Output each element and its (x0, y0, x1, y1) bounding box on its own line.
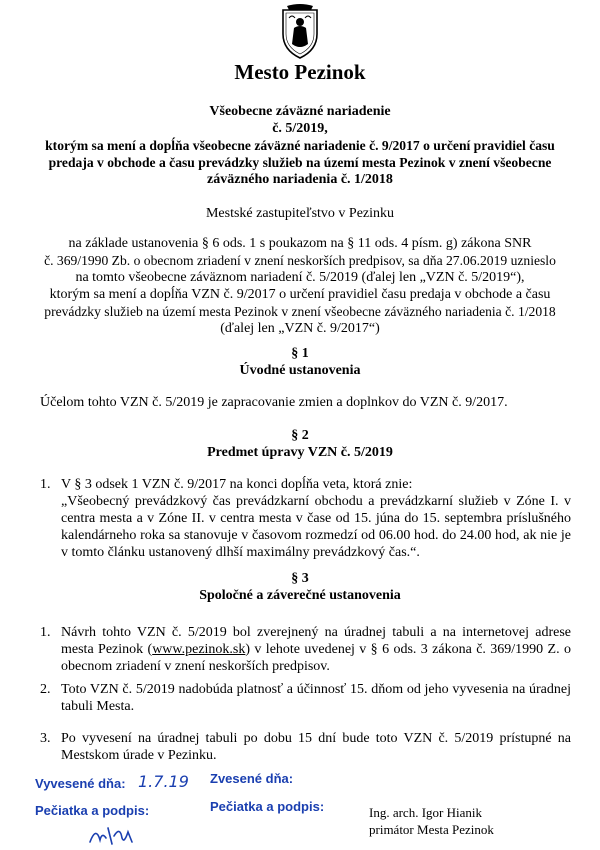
document-title-1: Všeobecne záväzné nariadenie (209, 104, 391, 119)
section-3-item-1-number: 1. (40, 625, 51, 640)
posted-date-label: Vyvesené dňa: (35, 776, 126, 791)
section-3-item-1 (61, 624, 571, 675)
section-2-item-1-lead: V § 3 odsek 1 VZN č. 9/2017 na konci dopĺňa veta, ktorá znie: (61, 477, 413, 492)
section-3-number: § 3 (291, 571, 309, 586)
town-name: Mesto Pezinok (234, 60, 366, 84)
section-1-number: § 1 (291, 346, 309, 361)
intro-line-6: (ďalej len „VZN č. 9/2017“) (220, 321, 380, 336)
section-2-number: § 2 (291, 428, 309, 443)
signatory-name: Ing. arch. Igor Hianik (369, 805, 482, 820)
section-3-item-3-number: 3. (40, 731, 51, 746)
stamp-signature-label-right: Pečiatka a podpis: (210, 799, 325, 814)
removed-date-label: Zvesené dňa: (210, 771, 294, 786)
section-3-title: Spoločné a záverečné ustanovenia (199, 588, 401, 603)
stamp-signature-label-left: Pečiatka a podpis: (35, 803, 150, 818)
intro-line-3: na tomto všeobecne záväznom nariadení č. 5/2019 (ďalej len „VZN č. 5/2019“), (75, 270, 525, 285)
website-link[interactable]: www.pezinok.sk (152, 642, 246, 657)
council-line: Mestské zastupiteľstvo v Pezinku (205, 206, 395, 221)
section-1-text: Účelom tohto VZN č. 5/2019 je zapracovanie zmien a doplnkov do VZN č. 9/2017. (40, 395, 508, 410)
section-2-item-1-number: 1. (40, 477, 51, 492)
section-1-title: Úvodné ustanovenia (239, 363, 361, 378)
intro-line-4: ktorým sa mení a dopĺňa VZN č. 9/2017 o určení pravidiel času predaja v obchode a času (49, 287, 551, 302)
document-title-5: záväzného nariadenia č. 1/2018 (207, 172, 393, 187)
coat-of-arms-icon (277, 4, 323, 60)
posted-date-value: 1.7.19 (138, 772, 189, 791)
intro-line-2: č. 369/1990 Zb. o obecnom zriadení v znení neskorších predpisov, sa dňa 27.06.2019 uznieslo (44, 253, 556, 268)
handwritten-initials-icon (88, 822, 136, 848)
document-number: č. 5/2019, (272, 121, 328, 136)
section-3-item-2: Toto VZN č. 5/2019 nadobúda platnosť a účinnosť 15. dňom od jeho vyvesenia na úradnej tabuli Mesta. (61, 682, 571, 714)
section-3-item-1-text-a: Návrh tohto VZN č. 5/2019 bol zverejnený na úradnej tabuli a na internetovej adrese mesta Pezinok ( (61, 625, 571, 657)
document-title-4: predaja v obchode a času prevádzky služieb na území mesta Pezinok v znení všeobecne (48, 155, 552, 170)
signatory-role: primátor Mesta Pezinok (369, 822, 494, 837)
section-2-item-1-quote: „Všeobecný prevádzkový čas prevádzkarní obchodu a prevádzkarní služieb v Zóne I. v centra mesta a v Zóne II. v centra mesta v čase od 15. júna do 15. septembra príslušného kalendárneho roka sa stanovuje v časovom rozmedzí od 06.00 hod. do 24.00 hod, ak nie je v tomto článku ustanovený dlhší maximálny prevádzkový čas.“. (61, 494, 571, 560)
intro-line-1: na základe ustanovenia § 6 ods. 1 s poukazom na § 11 ods. 4 písm. g) zákona SNR (68, 236, 532, 251)
section-3-item-3: Po vyvesení na úradnej tabuli po dobu 15 dní bude toto VZN č. 5/2019 prístupné na Mestskom úrade v Pezinku. (61, 731, 571, 763)
intro-line-5: prevádzky služieb na území mesta Pezinok v znení všeobecne záväzného nariadenia č. 1/2018 (44, 304, 556, 319)
section-3-item-2-number: 2. (40, 682, 51, 697)
document-title-3: ktorým sa mení a dopĺňa všeobecne záväzné nariadenie č. 9/2017 o určení pravidiel času (45, 138, 555, 153)
section-3-item-1-text-b: ) v lehote uvedenej v § 6 ods. 3 zákona č. 369/1990 Z. o obecnom zriadení v znení neskorších predpisov. (61, 642, 571, 674)
section-2-title: Predmet úpravy VZN č. 5/2019 (207, 445, 393, 460)
